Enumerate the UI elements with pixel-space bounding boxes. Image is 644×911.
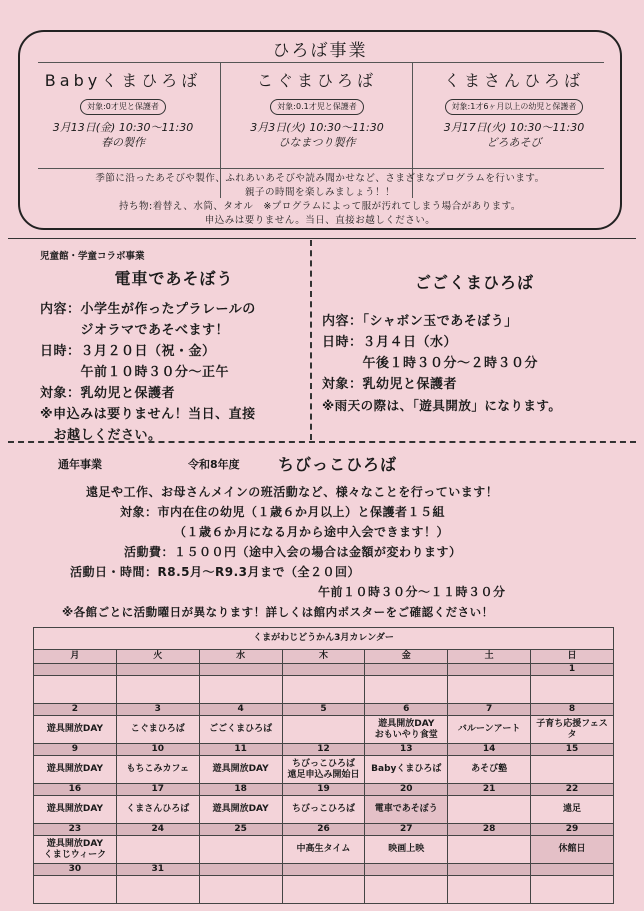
chibikko-line: 活動費：１５００円（途中入会の場合は金額が変わります） (124, 545, 462, 559)
calendar-date-row (34, 784, 614, 796)
weekday-header: 日 (531, 650, 614, 664)
date-number: 5 (282, 704, 365, 716)
section-separator (8, 441, 636, 443)
calendar-event (116, 876, 199, 904)
calendar-event: 映画上映 (365, 836, 448, 864)
calendar-event: 遊具開放DAY (199, 796, 282, 824)
calendar-event: くまさんひろば (116, 796, 199, 824)
calendar-date-row (34, 664, 614, 676)
weekday-header: 金 (365, 650, 448, 664)
calendar-event: 中高生タイム (282, 836, 365, 864)
date-number: 14 (448, 744, 531, 756)
column-title: こぐまひろば (256, 71, 377, 90)
densha-section (40, 248, 308, 446)
date-number: 13 (365, 744, 448, 756)
calendar-event (531, 756, 614, 784)
gogo-line: ※雨天の際は、「遊具開放」になります。 (322, 398, 562, 413)
date-number: 15 (531, 744, 614, 756)
date-number: 23 (34, 824, 117, 836)
densha-line: 午前１０時３０分～正午 (40, 365, 230, 380)
date-number: 11 (199, 744, 282, 756)
date-number: 21 (448, 784, 531, 796)
calendar-event: ちびっこひろば (282, 796, 365, 824)
calendar-event: こぐまひろば (116, 716, 199, 744)
date-number: 7 (448, 704, 531, 716)
calendar-event: 遊具開放DAY (199, 756, 282, 784)
weekday-header: 土 (448, 650, 531, 664)
date-number (365, 864, 448, 876)
gogo-line: 対象：乳幼児と保護者 (322, 377, 458, 392)
date-number: 3 (116, 704, 199, 716)
date-number: 8 (531, 704, 614, 716)
hiroba-column-baby (28, 68, 218, 150)
calendar-event (448, 876, 531, 904)
chibikko-label: 通年事業 (58, 458, 102, 471)
calendar-event (531, 876, 614, 904)
date-number (282, 664, 365, 676)
calendar-event (199, 876, 282, 904)
calendar-event: 電車であそぼう (365, 796, 448, 824)
date-number (531, 864, 614, 876)
calendar-event: Babyくまひろば (365, 756, 448, 784)
event-date: 3月13日(金) 10:30～11:30 (52, 121, 194, 134)
calendar-event (199, 676, 282, 704)
gogo-title: ごごくまひろば (414, 273, 534, 292)
calendar-event: 遊具開放DAY (34, 796, 117, 824)
event-activity: ひなまつり製作 (278, 136, 356, 149)
date-number: 22 (531, 784, 614, 796)
hiroba-column-kumasan (414, 68, 614, 150)
date-number: 6 (365, 704, 448, 716)
weekday-header: 月 (34, 650, 117, 664)
date-number: 24 (116, 824, 199, 836)
target-badge: 対象:0.1才児と保護者 (270, 99, 363, 115)
date-number: 4 (199, 704, 282, 716)
hiroba-column-koguma (222, 68, 412, 150)
target-badge: 対象:0才児と保護者 (80, 99, 166, 115)
section-separator (8, 238, 636, 239)
densha-line: ジオラマであそべます！ (40, 323, 230, 338)
calendar-date-row (34, 704, 614, 716)
calendar-event (282, 716, 365, 744)
calendar-event (116, 836, 199, 864)
description-line: 季節に沿ったあそびや製作、ふれあいあそびや読み聞かせなど、さまざまなプログラムを行います。 (95, 173, 545, 184)
calendar-event: ごごくまひろば (199, 716, 282, 744)
date-number: 28 (448, 824, 531, 836)
date-number: 12 (282, 744, 365, 756)
collab-label: 児童館・学童コラボ事業 (40, 251, 145, 262)
gogo-line: 午後１時３０分～２時３０分 (322, 356, 539, 371)
calendar-event: 遠足 (531, 796, 614, 824)
gogo-section (322, 270, 627, 416)
calendar-event (116, 676, 199, 704)
densha-line: お越しください。 (40, 428, 162, 443)
event-activity: どろあそび (486, 136, 542, 149)
weekday-header: 木 (282, 650, 365, 664)
description-line: 持ち物:着替え、水筒、タオル ※プログラムによって服が汚れてしまう場合があります。 (119, 201, 521, 212)
calendar-event: 遊具開放DAY くまじウィーク (34, 836, 117, 864)
weekday-header: 水 (199, 650, 282, 664)
chibikko-section (28, 452, 628, 622)
calendar-event-row (34, 876, 614, 904)
gogo-line: 日時：３月４日（水） (322, 335, 458, 350)
date-number: 31 (116, 864, 199, 876)
event-date: 3月3日(火) 10:30～11:30 (250, 121, 384, 134)
date-number (365, 664, 448, 676)
date-number: 2 (34, 704, 117, 716)
date-number: 17 (116, 784, 199, 796)
chibikko-line: 遠足や工作、お母さんメインの班活動など、様々なことを行っています！ (86, 485, 499, 499)
calendar-event: バルーンアート (448, 716, 531, 744)
date-number (34, 664, 117, 676)
date-number (199, 664, 282, 676)
calendar-event (199, 836, 282, 864)
date-number: 16 (34, 784, 117, 796)
calendar-event (282, 876, 365, 904)
calendar-event: ちびっこひろば 遠足申込み開始日 (282, 756, 365, 784)
calendar-event (365, 876, 448, 904)
event-date: 3月17日(火) 10:30～11:30 (443, 121, 585, 134)
densha-line: ※申込みは要りません！当日、直接 (40, 407, 256, 422)
target-badge: 対象:1才6ヶ月以上の幼児と保護者 (445, 99, 584, 115)
date-number: 26 (282, 824, 365, 836)
date-number (199, 864, 282, 876)
calendar-event (448, 796, 531, 824)
calendar-event (34, 676, 117, 704)
vertical-separator (310, 240, 312, 440)
event-activity: 春の製作 (101, 136, 145, 149)
description-line: 親子の時間を楽しみましょう！！ (244, 187, 395, 198)
column-title: Babyくまひろば (44, 71, 202, 90)
calendar-event (448, 836, 531, 864)
calendar-event (531, 676, 614, 704)
calendar-event (282, 676, 365, 704)
chibikko-line: ※各館ごとに活動曜日が異なります！詳しくは館内ポスターをご確認ください！ (62, 605, 494, 619)
calendar-date-row (34, 864, 614, 876)
calendar-event: あそび塾 (448, 756, 531, 784)
densha-title: 電車であそぼう (114, 269, 234, 288)
calendar-event-row (34, 676, 614, 704)
calendar-table (33, 627, 614, 904)
calendar-date-row (34, 824, 614, 836)
date-number: 25 (199, 824, 282, 836)
densha-line: 対象：乳幼児と保護者 (40, 386, 176, 401)
chibikko-line: 活動日・時間：R8.5月～R9.3月まで（全２０回） (70, 565, 360, 579)
date-number (116, 664, 199, 676)
date-number: 27 (365, 824, 448, 836)
calendar-event (448, 676, 531, 704)
calendar-event: 遊具開放DAY おもいやり食堂 (365, 716, 448, 744)
calendar-event: 遊具開放DAY (34, 716, 117, 744)
densha-line: 日時：３月２０日（祝・金） (40, 344, 216, 359)
hiroba-title: ひろば事業 (272, 41, 368, 61)
chibikko-title: ちびっこひろば (278, 455, 398, 474)
calendar-event (34, 876, 117, 904)
date-number: 19 (282, 784, 365, 796)
chibikko-line: 対象：市内在住の幼児（１歳６か月以上）と保護者１５組 (120, 505, 446, 519)
calendar-event: 休館日 (531, 836, 614, 864)
calendar-event-row (34, 716, 614, 744)
date-number: 20 (365, 784, 448, 796)
divider (38, 62, 604, 63)
chibikko-year: 令和8年度 (188, 458, 240, 471)
description-line: 申込みは要りません。当日、直接お越しください。 (204, 215, 436, 226)
weekday-header: 火 (116, 650, 199, 664)
date-number: 30 (34, 864, 117, 876)
divider (38, 168, 604, 169)
chibikko-line: 午前１０時３０分～１１時３０分 (318, 585, 506, 599)
calendar-event: 遊具開放DAY (34, 756, 117, 784)
gogo-line: 内容：「シャボン玉であそぼう」 (322, 314, 518, 329)
hiroba-section (18, 30, 622, 230)
date-number: 1 (531, 664, 614, 676)
calendar-body (34, 664, 614, 904)
chibikko-line: （１歳６か月になる月から途中入会できます！） (174, 525, 450, 539)
date-number (282, 864, 365, 876)
column-title: くまさんひろば (443, 71, 584, 90)
date-number: 18 (199, 784, 282, 796)
date-number (448, 864, 531, 876)
calendar (33, 627, 614, 904)
calendar-event-row (34, 796, 614, 824)
date-number: 10 (116, 744, 199, 756)
hiroba-description (20, 172, 620, 228)
calendar-date-row (34, 744, 614, 756)
date-number (448, 664, 531, 676)
calendar-event: 子育ち応援フェスタ (531, 716, 614, 744)
date-number: 9 (34, 744, 117, 756)
calendar-event-row (34, 756, 614, 784)
date-number: 29 (531, 824, 614, 836)
calendar-event-row (34, 836, 614, 864)
densha-line: 内容：小学生が作ったプラレールの (40, 302, 256, 317)
calendar-event: もちこみカフェ (116, 756, 199, 784)
calendar-title: くまがわじどうかん3月カレンダー (34, 628, 614, 650)
calendar-event (365, 676, 448, 704)
